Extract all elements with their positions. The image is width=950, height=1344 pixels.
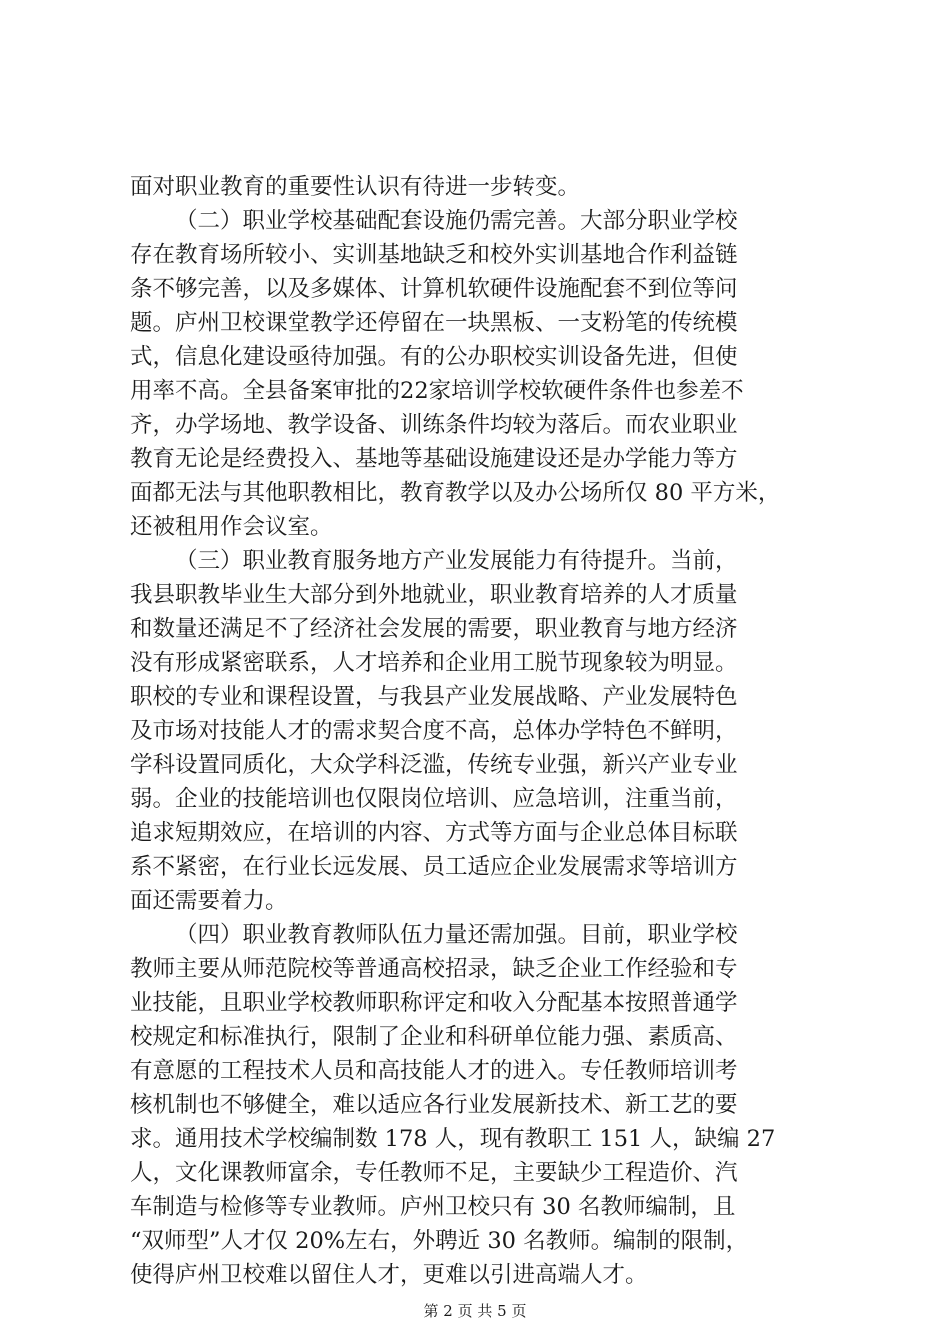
text-line: 我县职教毕业生大部分到外地就业，职业教育培养的人才质量: [130, 582, 738, 608]
text-line: 及市场对技能人才的需求契合度不高，总体办学特色不鲜明，: [130, 718, 738, 744]
text-line: 求。通用技术学校编制数 178 人，现有教职工 151 人，缺编 27: [130, 1126, 776, 1152]
text-line: 核机制也不够健全，难以适应各行业发展新技术、新工艺的要: [130, 1092, 738, 1118]
text-line: 教育无论是经费投入、基地等基础设施建设还是办学能力等方: [130, 446, 738, 472]
text-line: 追求短期效应，在培训的内容、方式等方面与企业总体目标联: [130, 820, 738, 846]
text-line: 职校的专业和课程设置，与我县产业发展战略、产业发展特色: [130, 684, 738, 710]
text-line: 校规定和标准执行，限制了企业和科研单位能力强、素质高、: [130, 1024, 738, 1050]
text-line: 和数量还满足不了经济社会发展的需要，职业教育与地方经济: [130, 616, 738, 642]
text-line: 齐，办学场地、教学设备、训练条件均较为落后。而农业职业: [130, 412, 738, 438]
text-line: 存在教育场所较小、实训基地缺乏和校外实训基地合作利益链: [130, 242, 738, 268]
text-line: 用率不高。全县备案审批的22家培训学校软硬件条件也参差不: [130, 378, 744, 404]
text-line: 面对职业教育的重要性认识有待进一步转变。: [130, 174, 581, 200]
text-line: 弱。企业的技能培训也仅限岗位培训、应急培训，注重当前，: [130, 786, 738, 812]
text-line: 有意愿的工程技术人员和高技能人才的进入。专任教师培训考: [130, 1058, 738, 1084]
paragraph-heading-3: （三）职业教育服务地方产业发展能力有待提升。当前，: [175, 548, 738, 574]
paragraph-heading-4: （四）职业教育教师队伍力量还需加强。目前，职业学校: [175, 922, 738, 948]
text-line: 学科设置同质化，大众学科泛滥，传统专业强，新兴产业专业: [130, 752, 738, 778]
text-line: 式，信息化建设亟待加强。有的公办职校实训设备先进，但使: [130, 344, 738, 370]
text-line: 业技能，且职业学校教师职称评定和收入分配基本按照普通学: [130, 990, 738, 1016]
text-line: 系不紧密，在行业长远发展、员工适应企业发展需求等培训方: [130, 854, 738, 880]
text-line: 车制造与检修等专业教师。庐州卫校只有 30 名教师编制，且: [130, 1194, 736, 1220]
text-line: 使得庐州卫校难以留住人才，更难以引进高端人才。: [130, 1262, 648, 1288]
page-number-footer: 第 2 页 共 5 页: [423, 1302, 527, 1320]
text-line: 面都无法与其他职教相比，教育教学以及办公场所仅 80 平方米，: [130, 480, 781, 506]
paragraph-heading-2: （二）职业学校基础配套设施仍需完善。大部分职业学校: [175, 208, 738, 234]
text-line: 题。庐州卫校课堂教学还停留在一块黑板、一支粉笔的传统模: [130, 310, 738, 336]
text-line: 条不够完善，以及多媒体、计算机软硬件设施配套不到位等问: [130, 276, 738, 302]
text-line: 还被租用作会议室。: [130, 514, 333, 540]
text-line: 人，文化课教师富余，专任教师不足，主要缺少工程造价、汽: [130, 1160, 738, 1186]
text-line: 面还需要着力。: [130, 888, 288, 914]
text-line: 教师主要从师范院校等普通高校招录，缺乏企业工作经验和专: [130, 956, 738, 982]
text-line: 没有形成紧密联系，人才培养和企业用工脱节现象较为明显。: [130, 650, 738, 676]
text-line: “双师型”人才仅 20%左右，外聘近 30 名教师。编制的限制，: [130, 1228, 749, 1254]
